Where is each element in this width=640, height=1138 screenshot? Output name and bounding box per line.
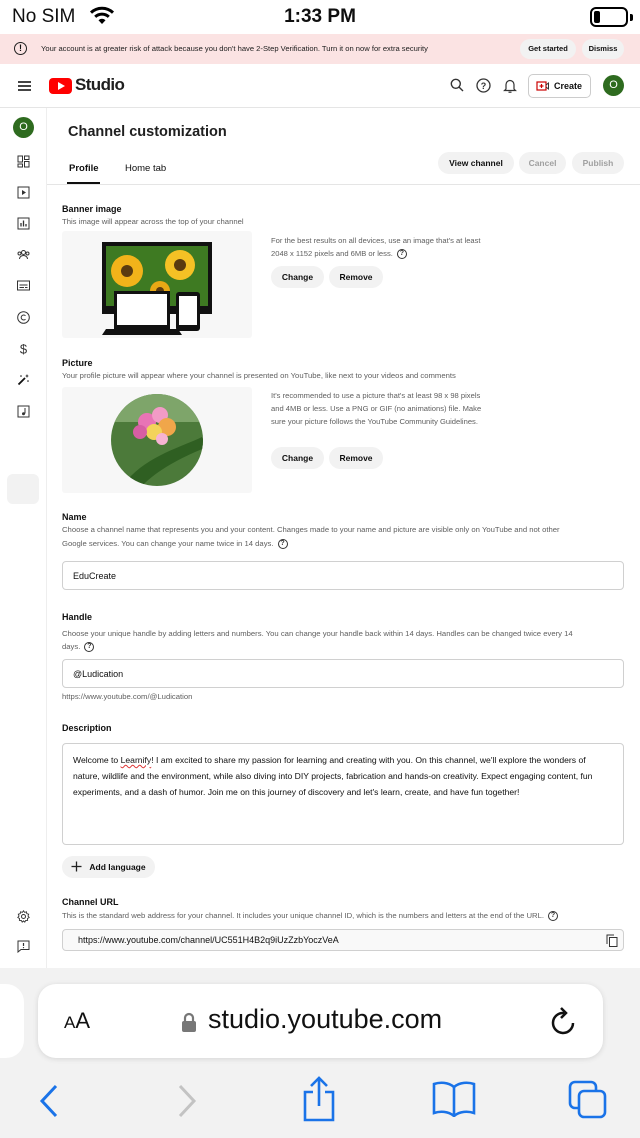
alert-icon: ! — [14, 42, 27, 55]
copy-icon[interactable] — [606, 934, 618, 947]
name-field[interactable] — [62, 561, 624, 590]
earn-icon[interactable] — [17, 342, 30, 355]
svg-text:$: $ — [19, 342, 28, 355]
dismiss-button[interactable]: Dismiss — [582, 39, 624, 59]
picture-preview — [62, 387, 252, 493]
handle-description-line1: Choose your unique handle by adding letters and numbers. You can change your handle back within 14 days. Handles can be changed twice every 14 — [62, 629, 573, 638]
main-content — [47, 108, 640, 968]
channel-url-field[interactable] — [62, 929, 624, 951]
battery-icon — [590, 7, 628, 27]
tabs-icon[interactable] — [568, 1080, 608, 1120]
analytics-icon[interactable] — [17, 217, 30, 230]
description-title: Description — [62, 723, 112, 733]
account-avatar[interactable]: O — [603, 75, 624, 96]
cancel-button[interactable]: Cancel — [519, 152, 566, 174]
add-language-button[interactable] — [62, 856, 155, 878]
share-icon[interactable] — [302, 1076, 336, 1122]
help-icon[interactable] — [476, 78, 491, 93]
community-icon[interactable] — [17, 248, 30, 261]
carrier-label: No SIM — [12, 6, 76, 27]
address-bar[interactable] — [38, 984, 603, 1058]
view-channel-button[interactable]: View channel — [438, 152, 514, 174]
name-value: EduCreate — [73, 571, 117, 581]
banner-hint: For the best results on all devices, use an image that's at least 2048 x 1152 pixels and 6MB or less. ? — [271, 236, 481, 258]
feedback-icon[interactable] — [17, 940, 30, 953]
name-description-line2: Google services. You can change your name twice in 14 days. ? — [62, 536, 288, 552]
picture-hint: It's recommended to use a picture that's at least 98 x 98 pixels and 4MB or less. Use a PNG or GIF (no animations) file. Make sure your picture follows the YouTube Community Guidelines. — [271, 391, 482, 426]
notifications-icon[interactable] — [503, 78, 517, 93]
status-bar — [0, 0, 640, 34]
tab-profile[interactable]: Profile — [69, 163, 99, 174]
picture-title: Picture — [62, 358, 93, 368]
create-button[interactable] — [528, 74, 591, 98]
studio-logo-text[interactable]: Studio — [75, 75, 125, 94]
description-field[interactable] — [62, 743, 624, 845]
banner-device-preview-image — [62, 231, 252, 338]
handle-title: Handle — [62, 612, 93, 622]
bookmarks-icon[interactable] — [432, 1081, 476, 1117]
handle-url: https://www.youtube.com/@Ludication — [62, 692, 193, 701]
add-language-label: Add language — [89, 862, 146, 872]
youtube-logo-icon[interactable] — [49, 78, 72, 94]
banner-title: Banner image — [62, 204, 122, 214]
security-message: Your account is at greater risk of attack because you don't have 2-Step Verification. Turn it on now for extra security — [41, 44, 428, 53]
help-icon[interactable]: ? — [84, 642, 94, 652]
banner-preview — [62, 231, 252, 338]
customization-icon[interactable] — [17, 373, 30, 386]
handle-field[interactable] — [62, 659, 624, 688]
name-description-line1: Choose a channel name that represents you and your content. Changes made to your name and picture are visible only on YouTube and not other — [62, 525, 560, 534]
handle-value: @Ludication — [73, 669, 124, 679]
forward-icon[interactable] — [175, 1083, 199, 1119]
audio-library-icon[interactable] — [17, 405, 30, 418]
tab-home[interactable]: Home tab — [125, 163, 167, 174]
description-value: Welcome to Learnify! I am excited to share my passion for learning and creating with you. On this channel, we'll explore the wonders of nature, wildlife and the environment, while also diving into DIY projects, fabrication and hands-on creativity. Expect engaging content, fun experiments, and a dash of humor. Join me on this journey of discovery and let's learn, create, and have fun together! — [73, 755, 593, 797]
previous-tab-card[interactable] — [0, 984, 24, 1058]
studio-header — [0, 64, 640, 108]
reload-icon[interactable] — [549, 1006, 579, 1038]
left-navigation — [0, 108, 47, 968]
banner-remove-button[interactable]: Remove — [329, 266, 383, 288]
channel-url-title: Channel URL — [62, 897, 119, 907]
help-icon[interactable]: ? — [278, 539, 288, 549]
banner-description: This image will appear across the top of your channel — [62, 217, 244, 226]
page-title: Channel customization — [68, 124, 227, 140]
dashboard-icon[interactable] — [17, 155, 30, 168]
content-icon[interactable] — [17, 186, 30, 199]
channel-url-value: https://www.youtube.com/channel/UC551H4B2q9iUzZzbYoczVeA — [78, 935, 339, 945]
back-icon[interactable] — [37, 1083, 61, 1119]
svg-text:?: ? — [480, 80, 487, 91]
clock: 1:33 PM — [284, 6, 356, 27]
copyright-icon[interactable] — [17, 311, 30, 324]
subtitles-icon[interactable] — [17, 279, 30, 292]
settings-icon[interactable] — [17, 910, 30, 923]
handle-description-line2: days. ? — [62, 639, 94, 655]
banner-change-button[interactable]: Change — [271, 266, 324, 288]
picture-description: Your profile picture will appear where your channel is presented on YouTube, like next to your videos and comments — [62, 371, 456, 380]
create-label: Create — [554, 81, 583, 91]
search-icon[interactable] — [450, 78, 464, 92]
plus-icon — [71, 861, 82, 872]
picture-change-button[interactable]: Change — [271, 447, 324, 469]
channel-avatar[interactable]: O — [13, 117, 34, 138]
safari-toolbar — [0, 968, 640, 1138]
create-video-icon — [536, 80, 549, 92]
profile-picture-image — [62, 387, 252, 493]
reader-settings-button[interactable]: AA — [64, 1008, 91, 1033]
help-icon[interactable]: ? — [548, 911, 558, 921]
get-started-button[interactable]: Get started — [520, 39, 576, 59]
security-banner — [0, 34, 640, 64]
help-icon[interactable]: ? — [397, 249, 407, 259]
url-text: studio.youtube.com — [208, 1004, 443, 1034]
name-title: Name — [62, 512, 87, 522]
nav-active-highlight — [7, 474, 39, 504]
picture-remove-button[interactable]: Remove — [329, 447, 383, 469]
publish-button[interactable]: Publish — [572, 152, 624, 174]
channel-url-description: This is the standard web address for your channel. It includes your unique channel ID, which is the numbers and letters at the end of the URL. ? — [62, 908, 558, 924]
lock-icon — [181, 1012, 197, 1033]
tabs-divider — [47, 184, 640, 185]
